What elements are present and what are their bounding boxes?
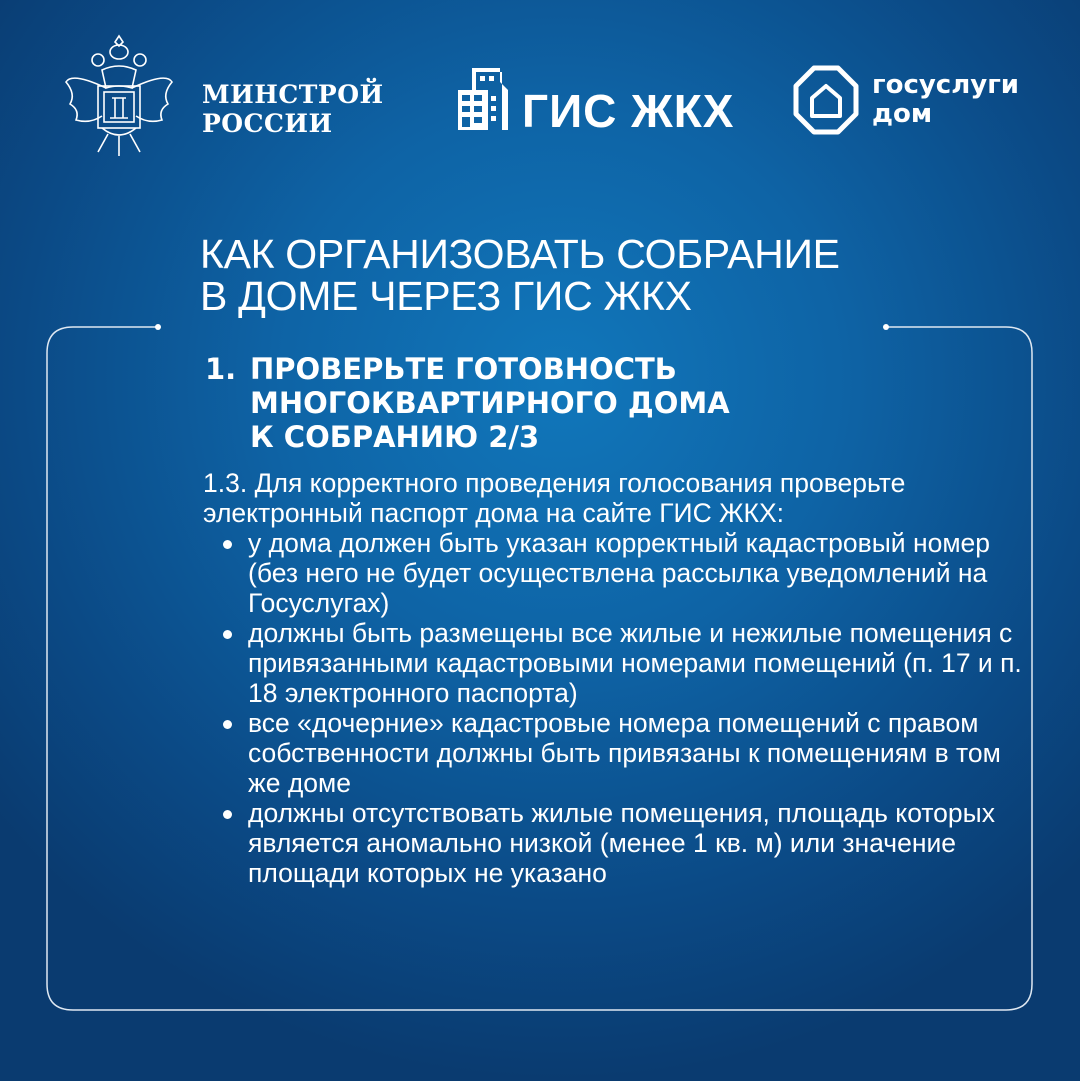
list-item: должны быть размещены все жилые и нежилые помещения с привязанными кадастровыми номерами помещений (п. 17 и п. 18 электронного паспорта)	[203, 618, 1023, 708]
section-number: 1.	[205, 352, 237, 386]
list-item: у дома должен быть указан корректный кадастровый номер (без него не будет осуществлена рассылка уведомлений на Госуслугах)	[203, 528, 1023, 618]
heading-line: К СОБРАНИЮ 2/3	[250, 420, 540, 454]
title-line1: КАК ОРГАНИЗОВАТЬ СОБРАНИЕ	[200, 231, 840, 277]
minstroy-line1: МИНСТРОЙ	[202, 80, 384, 109]
gis-zhkh-text: ГИС ЖКХ	[522, 85, 735, 137]
gosuslugi-line1: госуслуги	[872, 70, 1020, 100]
heading-line: МНОГОКВАРТИРНОГО ДОМА	[250, 386, 730, 420]
intro-text: 1.3. Для корректного проведения голосования проверьте электронный паспорт дома на сайте ГИС ЖКХ:	[203, 468, 906, 528]
gosuslugi-line2: дом	[872, 99, 933, 129]
minstroy-line2: РОССИИ	[202, 109, 333, 138]
requirements-list	[203, 528, 1023, 888]
title-line2: В ДОМЕ ЧЕРЕЗ ГИС ЖКХ	[200, 273, 692, 319]
heading-line: ПРОВЕРЬТЕ ГОТОВНОСТЬ	[250, 352, 677, 386]
list-item: должны отсутствовать жилые помещения, площадь которых является аномально низкой (менее 1 кв. м) или значение площади которых не указано	[203, 798, 1023, 888]
section-heading	[205, 352, 730, 454]
list-item: все «дочерние» кадастровые номера помещений с правом собственности должны быть привязаны к помещениям в том же доме	[203, 708, 1023, 798]
section-body	[203, 468, 1023, 888]
